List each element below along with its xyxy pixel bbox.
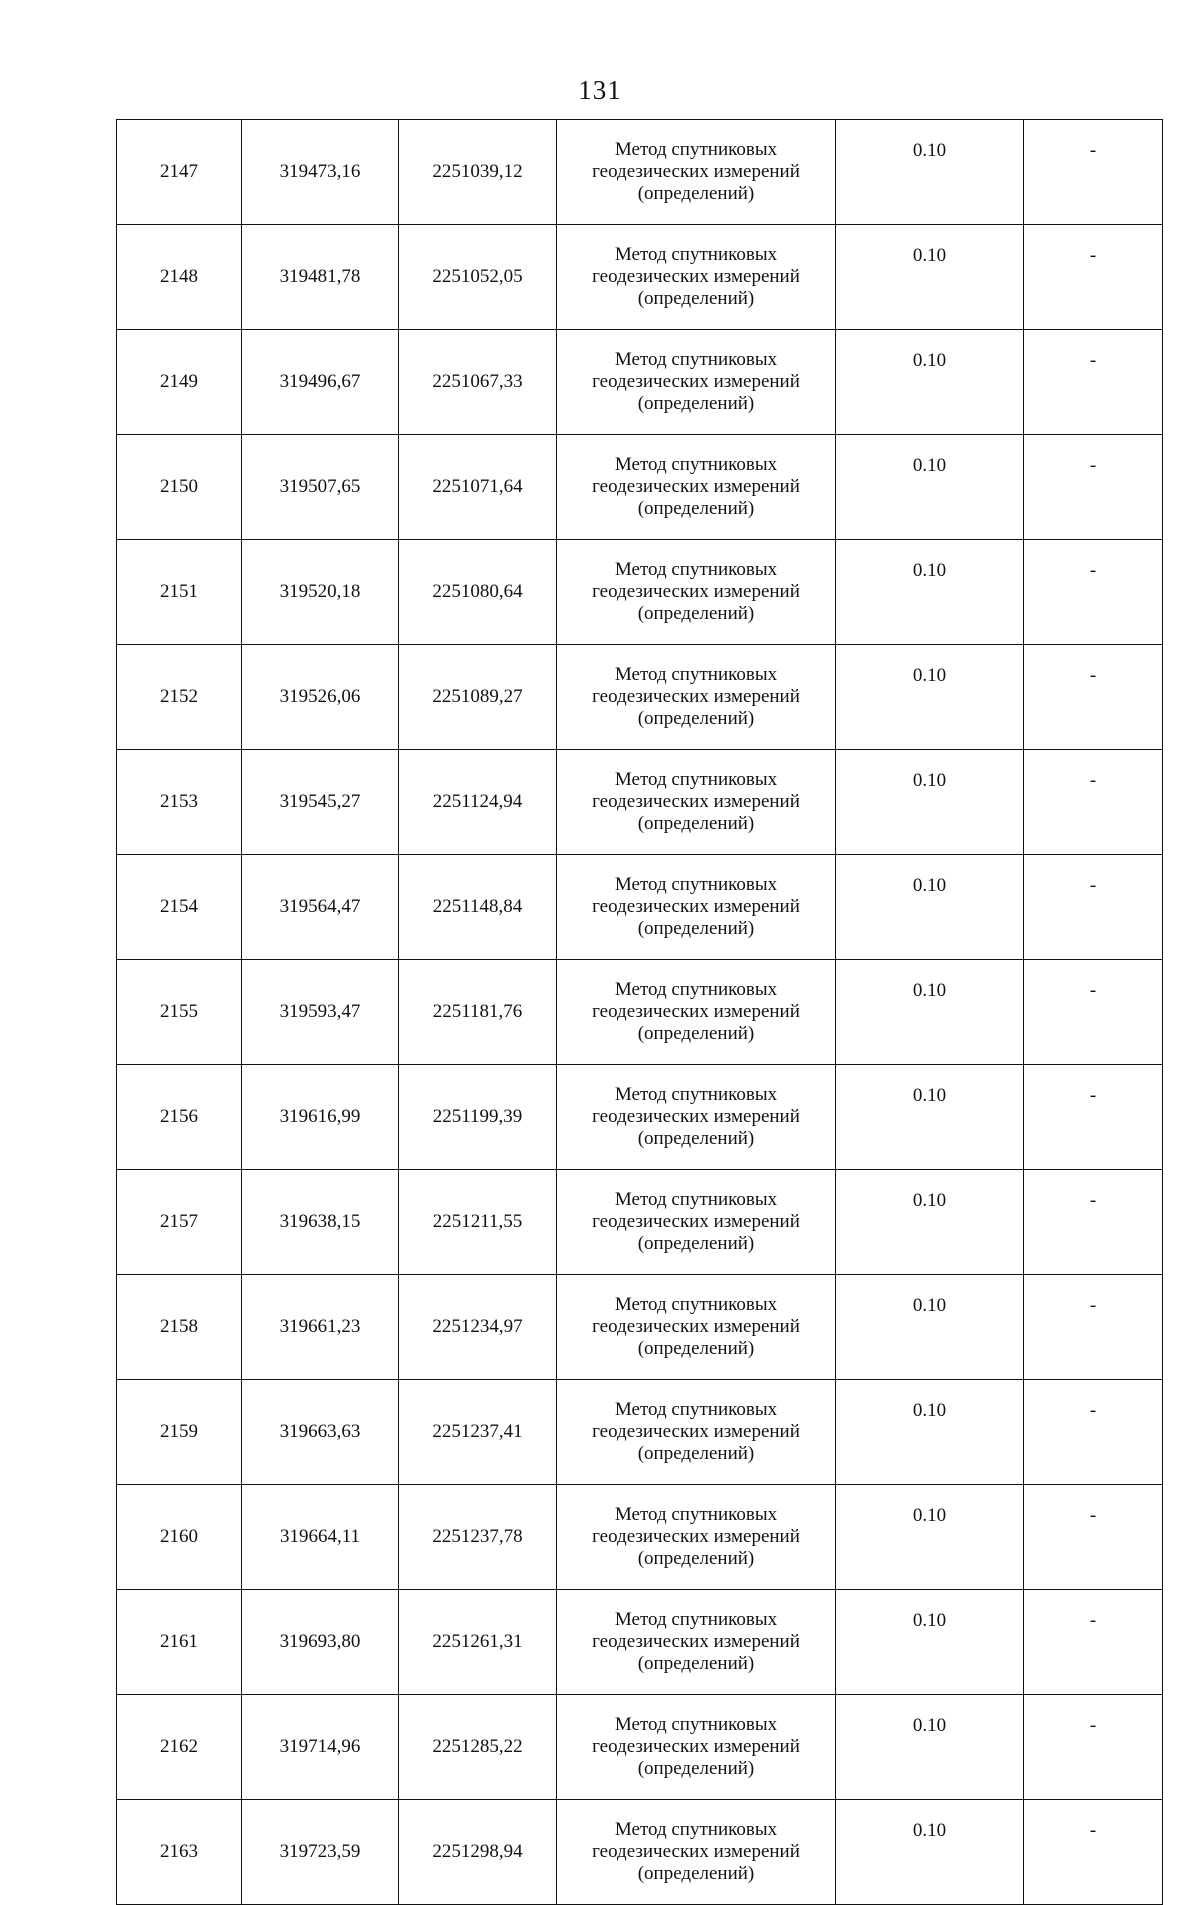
description-cell: - (1024, 855, 1163, 960)
method-line-3: (определений) (637, 1443, 755, 1464)
method-cell (557, 1275, 836, 1380)
x-coordinate-cell: 319564,47 (242, 855, 399, 960)
x-coordinate-cell: 319593,47 (242, 960, 399, 1065)
coordinates-table (116, 119, 1163, 1905)
y-coordinate-cell: 2251211,55 (399, 1170, 557, 1275)
method-line-1: Метод спутниковых (614, 769, 778, 790)
accuracy-cell: 0.10 (836, 1590, 1024, 1695)
x-coordinate-cell: 319545,27 (242, 750, 399, 855)
table-row (117, 960, 1163, 1065)
description-cell: - (1024, 750, 1163, 855)
table-row (117, 225, 1163, 330)
point-number-cell: 2161 (117, 1590, 242, 1695)
x-coordinate-cell: 319526,06 (242, 645, 399, 750)
table-row (117, 435, 1163, 540)
description-cell: - (1024, 960, 1163, 1065)
method-cell (557, 1485, 836, 1590)
method-line-3: (определений) (637, 1653, 755, 1674)
accuracy-cell: 0.10 (836, 855, 1024, 960)
method-line-1: Метод спутниковых (614, 1609, 778, 1630)
point-number-cell: 2159 (117, 1380, 242, 1485)
description-cell: - (1024, 330, 1163, 435)
accuracy-cell: 0.10 (836, 1695, 1024, 1800)
method-cell (557, 540, 836, 645)
table-row (117, 1590, 1163, 1695)
y-coordinate-cell: 2251071,64 (399, 435, 557, 540)
method-line-2: геодезических измерений (592, 1421, 800, 1442)
table-row (117, 120, 1163, 225)
method-line-2: геодезических измерений (592, 1631, 800, 1652)
description-cell: - (1024, 225, 1163, 330)
method-cell (557, 645, 836, 750)
method-cell (557, 1170, 836, 1275)
x-coordinate-cell: 319481,78 (242, 225, 399, 330)
method-line-2: геодезических измерений (592, 791, 800, 812)
method-line-2: геодезических измерений (592, 1736, 800, 1757)
y-coordinate-cell: 2251148,84 (399, 855, 557, 960)
method-line-3: (определений) (637, 918, 755, 939)
point-number-cell: 2149 (117, 330, 242, 435)
method-cell (557, 960, 836, 1065)
method-line-3: (определений) (637, 813, 755, 834)
y-coordinate-cell: 2251089,27 (399, 645, 557, 750)
coordinates-table-body (117, 120, 1163, 1905)
description-cell: - (1024, 1590, 1163, 1695)
method-line-1: Метод спутниковых (614, 1504, 778, 1525)
table-row (117, 1380, 1163, 1485)
accuracy-cell: 0.10 (836, 1485, 1024, 1590)
table-row (117, 750, 1163, 855)
accuracy-cell: 0.10 (836, 1380, 1024, 1485)
method-cell (557, 435, 836, 540)
table-row (117, 330, 1163, 435)
y-coordinate-cell: 2251181,76 (399, 960, 557, 1065)
table-row (117, 1695, 1163, 1800)
description-cell: - (1024, 1275, 1163, 1380)
x-coordinate-cell: 319473,16 (242, 120, 399, 225)
method-line-3: (определений) (637, 498, 755, 519)
method-line-3: (определений) (637, 1233, 755, 1254)
x-coordinate-cell: 319507,65 (242, 435, 399, 540)
method-cell (557, 1590, 836, 1695)
method-line-2: геодезических измерений (592, 371, 800, 392)
point-number-cell: 2147 (117, 120, 242, 225)
method-line-2: геодезических измерений (592, 476, 800, 497)
table-row (117, 1065, 1163, 1170)
table-row (117, 855, 1163, 960)
description-cell: - (1024, 540, 1163, 645)
method-line-1: Метод спутниковых (614, 454, 778, 475)
point-number-cell: 2153 (117, 750, 242, 855)
method-line-2: геодезических измерений (592, 1001, 800, 1022)
table-row (117, 540, 1163, 645)
point-number-cell: 2154 (117, 855, 242, 960)
y-coordinate-cell: 2251199,39 (399, 1065, 557, 1170)
method-line-1: Метод спутниковых (614, 1399, 778, 1420)
x-coordinate-cell: 319723,59 (242, 1800, 399, 1905)
method-cell (557, 1065, 836, 1170)
description-cell: - (1024, 1695, 1163, 1800)
method-line-3: (определений) (637, 1023, 755, 1044)
method-line-1: Метод спутниковых (614, 1189, 778, 1210)
accuracy-cell: 0.10 (836, 540, 1024, 645)
description-cell: - (1024, 435, 1163, 540)
method-line-1: Метод спутниковых (614, 559, 778, 580)
accuracy-cell: 0.10 (836, 120, 1024, 225)
x-coordinate-cell: 319661,23 (242, 1275, 399, 1380)
point-number-cell: 2157 (117, 1170, 242, 1275)
y-coordinate-cell: 2251067,33 (399, 330, 557, 435)
method-line-3: (определений) (637, 1863, 755, 1884)
y-coordinate-cell: 2251285,22 (399, 1695, 557, 1800)
method-cell (557, 1380, 836, 1485)
x-coordinate-cell: 319496,67 (242, 330, 399, 435)
point-number-cell: 2155 (117, 960, 242, 1065)
method-line-1: Метод спутниковых (614, 664, 778, 685)
y-coordinate-cell: 2251298,94 (399, 1800, 557, 1905)
y-coordinate-cell: 2251237,41 (399, 1380, 557, 1485)
accuracy-cell: 0.10 (836, 1275, 1024, 1380)
description-cell: - (1024, 645, 1163, 750)
x-coordinate-cell: 319664,11 (242, 1485, 399, 1590)
point-number-cell: 2148 (117, 225, 242, 330)
point-number-cell: 2163 (117, 1800, 242, 1905)
method-line-2: геодезических измерений (592, 161, 800, 182)
method-line-3: (определений) (637, 1338, 755, 1359)
y-coordinate-cell: 2251052,05 (399, 225, 557, 330)
point-number-cell: 2158 (117, 1275, 242, 1380)
method-line-3: (определений) (637, 1548, 755, 1569)
page-number: 131 (578, 75, 622, 105)
accuracy-cell: 0.10 (836, 1065, 1024, 1170)
method-line-1: Метод спутниковых (614, 244, 778, 265)
y-coordinate-cell: 2251124,94 (399, 750, 557, 855)
point-number-cell: 2151 (117, 540, 242, 645)
accuracy-cell: 0.10 (836, 645, 1024, 750)
y-coordinate-cell: 2251261,31 (399, 1590, 557, 1695)
method-line-2: геодезических измерений (592, 686, 800, 707)
y-coordinate-cell: 2251234,97 (399, 1275, 557, 1380)
method-cell (557, 120, 836, 225)
method-line-1: Метод спутниковых (614, 1819, 778, 1840)
method-line-2: геодезических измерений (592, 1211, 800, 1232)
method-line-3: (определений) (637, 1128, 755, 1149)
table-row (117, 1800, 1163, 1905)
method-cell (557, 330, 836, 435)
description-cell: - (1024, 1170, 1163, 1275)
method-cell (557, 225, 836, 330)
point-number-cell: 2152 (117, 645, 242, 750)
description-cell: - (1024, 1485, 1163, 1590)
method-line-2: геодезических измерений (592, 1841, 800, 1862)
method-cell (557, 855, 836, 960)
method-line-3: (определений) (637, 183, 755, 204)
x-coordinate-cell: 319693,80 (242, 1590, 399, 1695)
point-number-cell: 2162 (117, 1695, 242, 1800)
description-cell: - (1024, 120, 1163, 225)
accuracy-cell: 0.10 (836, 750, 1024, 855)
point-number-cell: 2156 (117, 1065, 242, 1170)
method-line-3: (определений) (637, 393, 755, 414)
method-cell (557, 750, 836, 855)
method-line-2: геодезических измерений (592, 896, 800, 917)
accuracy-cell: 0.10 (836, 330, 1024, 435)
point-number-cell: 2150 (117, 435, 242, 540)
method-line-1: Метод спутниковых (614, 349, 778, 370)
method-line-3: (определений) (637, 708, 755, 729)
method-line-2: геодезических измерений (592, 581, 800, 602)
method-line-1: Метод спутниковых (614, 139, 778, 160)
method-line-1: Метод спутниковых (614, 1084, 778, 1105)
method-line-1: Метод спутниковых (614, 979, 778, 1000)
x-coordinate-cell: 319520,18 (242, 540, 399, 645)
method-line-1: Метод спутниковых (614, 1714, 778, 1735)
description-cell: - (1024, 1065, 1163, 1170)
method-line-2: геодезических измерений (592, 266, 800, 287)
table-row (117, 1275, 1163, 1380)
x-coordinate-cell: 319616,99 (242, 1065, 399, 1170)
x-coordinate-cell: 319714,96 (242, 1695, 399, 1800)
y-coordinate-cell: 2251039,12 (399, 120, 557, 225)
accuracy-cell: 0.10 (836, 960, 1024, 1065)
method-line-1: Метод спутниковых (614, 874, 778, 895)
y-coordinate-cell: 2251237,78 (399, 1485, 557, 1590)
table-row (117, 1485, 1163, 1590)
method-line-1: Метод спутниковых (614, 1294, 778, 1315)
accuracy-cell: 0.10 (836, 1170, 1024, 1275)
method-line-3: (определений) (637, 603, 755, 624)
y-coordinate-cell: 2251080,64 (399, 540, 557, 645)
method-line-3: (определений) (637, 1758, 755, 1779)
x-coordinate-cell: 319638,15 (242, 1170, 399, 1275)
accuracy-cell: 0.10 (836, 225, 1024, 330)
x-coordinate-cell: 319663,63 (242, 1380, 399, 1485)
accuracy-cell: 0.10 (836, 435, 1024, 540)
method-line-2: геодезических измерений (592, 1526, 800, 1547)
description-cell: - (1024, 1800, 1163, 1905)
accuracy-cell: 0.10 (836, 1800, 1024, 1905)
table-row (117, 645, 1163, 750)
method-line-3: (определений) (637, 288, 755, 309)
method-line-2: геодезических измерений (592, 1106, 800, 1127)
point-number-cell: 2160 (117, 1485, 242, 1590)
method-line-2: геодезических измерений (592, 1316, 800, 1337)
table-row (117, 1170, 1163, 1275)
method-cell (557, 1695, 836, 1800)
method-cell (557, 1800, 836, 1905)
description-cell: - (1024, 1380, 1163, 1485)
